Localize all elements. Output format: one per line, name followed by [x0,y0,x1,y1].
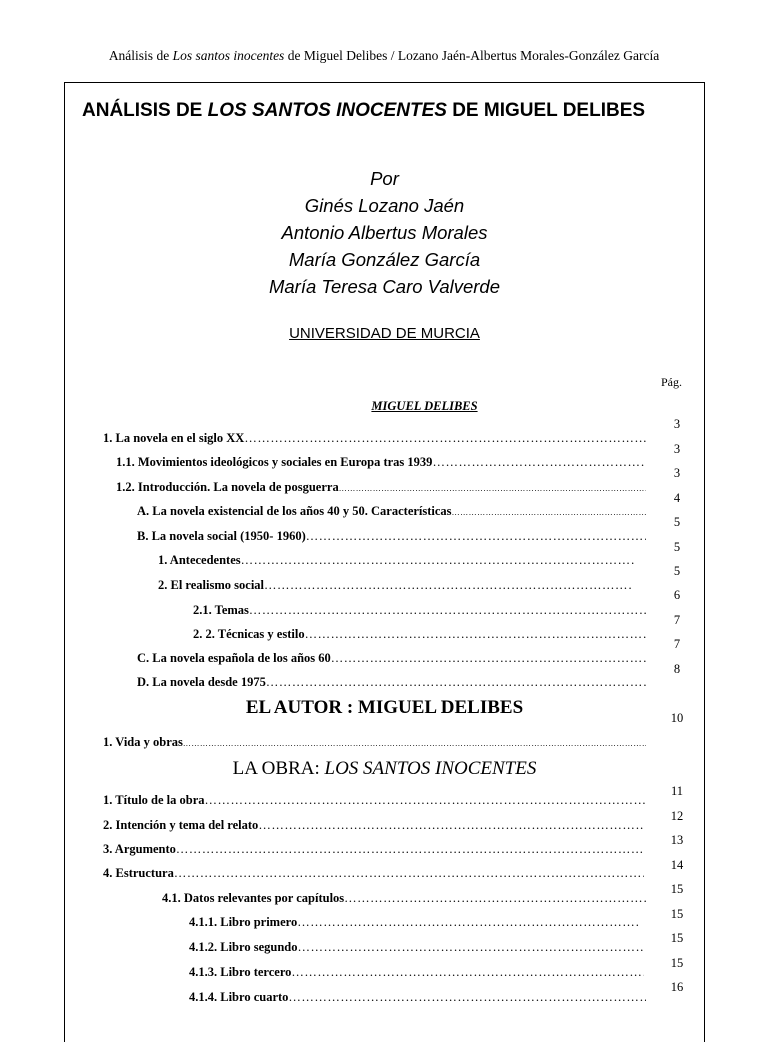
section-title-la-obra [64,758,705,780]
header-pre: Análisis de [108,48,170,63]
header-italic-title: Los santos inocentes [172,48,285,63]
toc-entry[interactable] [189,990,646,1005]
section-title-miguel-delibes: MIGUEL DELIBES [371,399,478,413]
toc-entry[interactable] [103,842,644,857]
page-number: 15 [670,956,684,970]
toc-entry[interactable] [137,504,646,519]
author-name: Antonio Albertus Morales [281,222,488,243]
page-number: 7 [673,637,681,651]
toc-leader-dots [339,484,646,493]
page-number: 11 [670,784,684,798]
page-number: 6 [673,588,681,602]
toc-leader-dots [183,739,646,748]
toc-entry-label: A. La novela existencial de los años 40 y 50. Características [137,504,452,518]
toc-entry[interactable] [193,603,646,618]
toc-entry-label: 1. Título de la obra [103,793,205,807]
section-title-el-autor: EL AUTOR : MIGUEL DELIBES [245,697,524,718]
toc-leader-dots [344,891,646,906]
toc-entry-label: 4.1.2. Libro segundo [189,940,298,954]
page-number: 15 [670,931,684,945]
header-post: de Miguel Delibes / Lozano Jaén-Albertus Morales-González García [287,48,660,63]
toc-entry[interactable] [103,866,644,881]
toc-entry[interactable] [137,651,646,666]
toc-entry-label: 1. La novela en el siglo XX [103,431,245,445]
toc-entry-label: 1. Antecedentes [158,553,241,567]
toc-entry[interactable] [103,735,646,750]
page-number: 16 [670,980,684,994]
page-number: 5 [673,540,681,554]
toc-leader-dots [297,915,640,930]
document-title [82,100,645,122]
page-number: 14 [670,858,684,872]
toc-leader-dots [306,529,646,544]
title-italic: LOS SANTOS INOCENTES [207,100,447,121]
toc-entry-label: 2. El realismo social [158,578,265,592]
toc-leader-dots [432,455,646,470]
toc-entry[interactable] [189,940,644,955]
page-number: 10 [670,711,684,725]
toc-leader-dots [241,553,635,568]
running-header [0,48,768,64]
title-pre: ANÁLISIS DE [82,100,208,121]
toc-leader-dots [176,842,644,857]
toc-leader-dots [174,866,644,881]
toc-leader-dots [266,675,646,690]
toc-entry-label: 1.1. Movimientos ideológicos y sociales en Europa tras 1939 [116,455,433,469]
section-title-pre: LA OBRA: [232,758,325,779]
toc-entry-label: 4.1.4. Libro cuarto [189,990,289,1004]
page-number: 3 [673,417,681,431]
page-number: 8 [673,662,681,676]
toc-entry-label: 4.1.1. Libro primero [189,915,298,929]
page-number: 5 [673,564,681,578]
toc-entry[interactable] [137,529,646,544]
toc-entry-label: D. La novela desde 1975 [137,675,266,689]
toc-leader-dots [297,940,644,955]
toc-leader-dots [205,793,646,808]
toc-leader-dots [264,578,633,593]
page-number: 3 [673,466,681,480]
section-title-italic: LOS SANTOS INOCENTES [324,758,537,779]
author-name: María Teresa Caro Valverde [268,276,500,297]
authors-block [64,165,705,300]
toc-leader-dots [331,651,646,666]
page-number: 5 [673,515,681,529]
toc-entry-label: 4. Estructura [103,866,174,880]
author-name: María González García [288,249,481,270]
toc-entry[interactable] [116,455,646,470]
toc-entry-label: C. La novela española de los años 60 [137,651,331,665]
toc-entry[interactable] [189,965,644,980]
page-number: 7 [673,613,681,627]
toc-entry[interactable] [137,675,646,690]
by-label: Por [370,168,399,189]
toc-entry[interactable] [193,627,646,642]
toc-leader-dots [249,603,646,618]
toc-entry-label: B. La novela social (1950- 1960) [137,529,306,543]
university: UNIVERSIDAD DE MURCIA [289,325,480,342]
toc-entry-label: 4.1. Datos relevantes por capítulos [162,891,345,905]
toc-leader-dots [291,965,644,980]
toc-entry-label: 3. Argumento [103,842,176,856]
author-name: Ginés Lozano Jaén [304,195,465,216]
toc-leader-dots [258,818,644,833]
title-post: DE MIGUEL DELIBES [446,100,646,121]
page-number: 3 [673,442,681,456]
toc-entry[interactable] [103,793,646,808]
toc-entry-label: 4.1.3. Libro tercero [189,965,292,979]
toc-leader-dots [244,431,646,446]
toc-entry[interactable] [158,553,635,568]
toc-entry-label: 1.2. Introducción. La novela de posguerra [116,480,339,494]
toc-entry-label: 1. Vida y obras [103,735,183,749]
toc-leader-dots [305,627,646,642]
page-number: 4 [673,491,681,505]
toc-entry[interactable] [189,915,640,930]
toc-entry[interactable] [103,818,644,833]
toc-leader-dots [288,990,646,1005]
toc-entry-label: 2. 2. Técnicas y estilo [193,627,305,641]
toc-entry[interactable] [116,480,646,495]
toc-entry-label: 2. Intención y tema del relato [103,818,259,832]
page-number: 15 [670,882,684,896]
toc-entry[interactable] [103,431,646,446]
page-number: 15 [670,907,684,921]
toc-entry-label: 2.1. Temas [193,603,249,617]
page-number: 12 [670,809,684,823]
toc-leader-dots [452,508,646,517]
page-number: 13 [670,833,684,847]
toc-entry[interactable] [158,578,633,593]
page-column-label: Pág. [661,375,682,389]
toc-entry[interactable] [162,891,646,906]
